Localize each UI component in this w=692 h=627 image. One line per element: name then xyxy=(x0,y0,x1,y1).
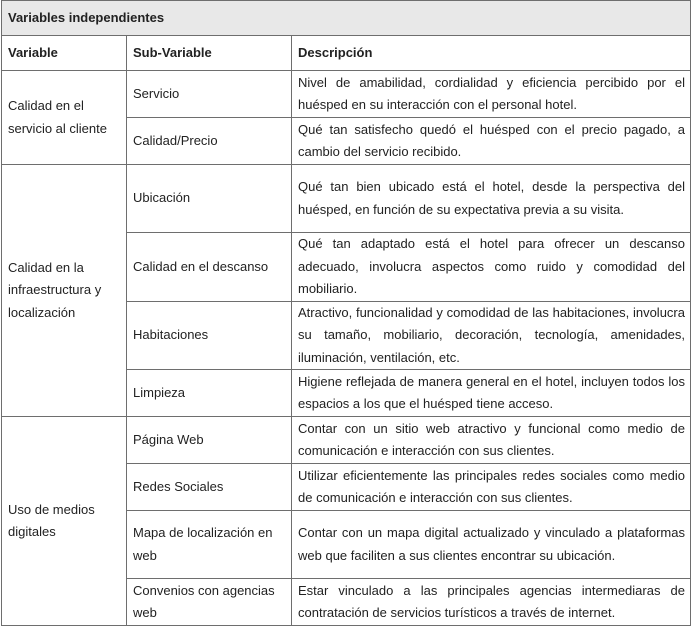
description-cell: Qué tan adaptado está el hotel para ofrecer un descanso adecuado, involucra aspectos como ruido y comodidad del mobiliario. xyxy=(292,233,691,302)
variable-cell: Calidad en la infraestructura y localización xyxy=(2,165,127,417)
header-variable: Variable xyxy=(2,36,127,71)
table-row xyxy=(2,417,691,464)
description-cell: Utilizar eficientemente las principales redes sociales como medio de comunicación e interacción con sus clientes. xyxy=(292,464,691,511)
variables-table xyxy=(1,0,691,626)
sub-variable-cell: Habitaciones xyxy=(127,301,292,370)
table-row xyxy=(2,165,691,233)
sub-variable-cell: Calidad en el descanso xyxy=(127,233,292,302)
description-cell: Atractivo, funcionalidad y comodidad de las habitaciones, involucra su tamaño, mobiliario, decoración, tecnología, amenidades, iluminación, ventilación, etc. xyxy=(292,301,691,370)
header-sub-variable: Sub-Variable xyxy=(127,36,292,71)
sub-variable-cell: Mapa de localización en web xyxy=(127,511,292,579)
sub-variable-cell: Calidad/Precio xyxy=(127,118,292,165)
description-cell: Estar vinculado a las principales agencias intermediaras de contratación de servicios turísticos a través de internet. xyxy=(292,579,691,626)
sub-variable-cell: Página Web xyxy=(127,417,292,464)
variable-cell: Calidad en el servicio al cliente xyxy=(2,71,127,165)
sub-variable-cell: Convenios con agencias web xyxy=(127,579,292,626)
description-cell: Qué tan satisfecho quedó el huésped con el precio pagado, a cambio del servicio recibido. xyxy=(292,118,691,165)
table-row xyxy=(2,71,691,118)
header-descripcion: Descripción xyxy=(292,36,691,71)
sub-variable-cell: Ubicación xyxy=(127,165,292,233)
sub-variable-cell: Limpieza xyxy=(127,370,292,417)
description-cell: Nivel de amabilidad, cordialidad y eficiencia percibido por el huésped en su interacción con el personal hotel. xyxy=(292,71,691,118)
table-title: Variables independientes xyxy=(2,1,691,36)
sub-variable-cell: Servicio xyxy=(127,71,292,118)
description-cell: Qué tan bien ubicado está el hotel, desde la perspectiva del huésped, en función de su expectativa previa a su visita. xyxy=(292,165,691,233)
description-cell: Contar con un mapa digital actualizado y vinculado a plataformas web que faciliten a sus clientes encontrar su ubicación. xyxy=(292,511,691,579)
description-cell: Higiene reflejada de manera general en el hotel, incluyen todos los espacios a los que el huésped tiene acceso. xyxy=(292,370,691,417)
sub-variable-cell: Redes Sociales xyxy=(127,464,292,511)
variable-cell: Uso de medios digitales xyxy=(2,417,127,626)
description-cell: Contar con un sitio web atractivo y funcional como medio de comunicación e interacción con sus clientes. xyxy=(292,417,691,464)
